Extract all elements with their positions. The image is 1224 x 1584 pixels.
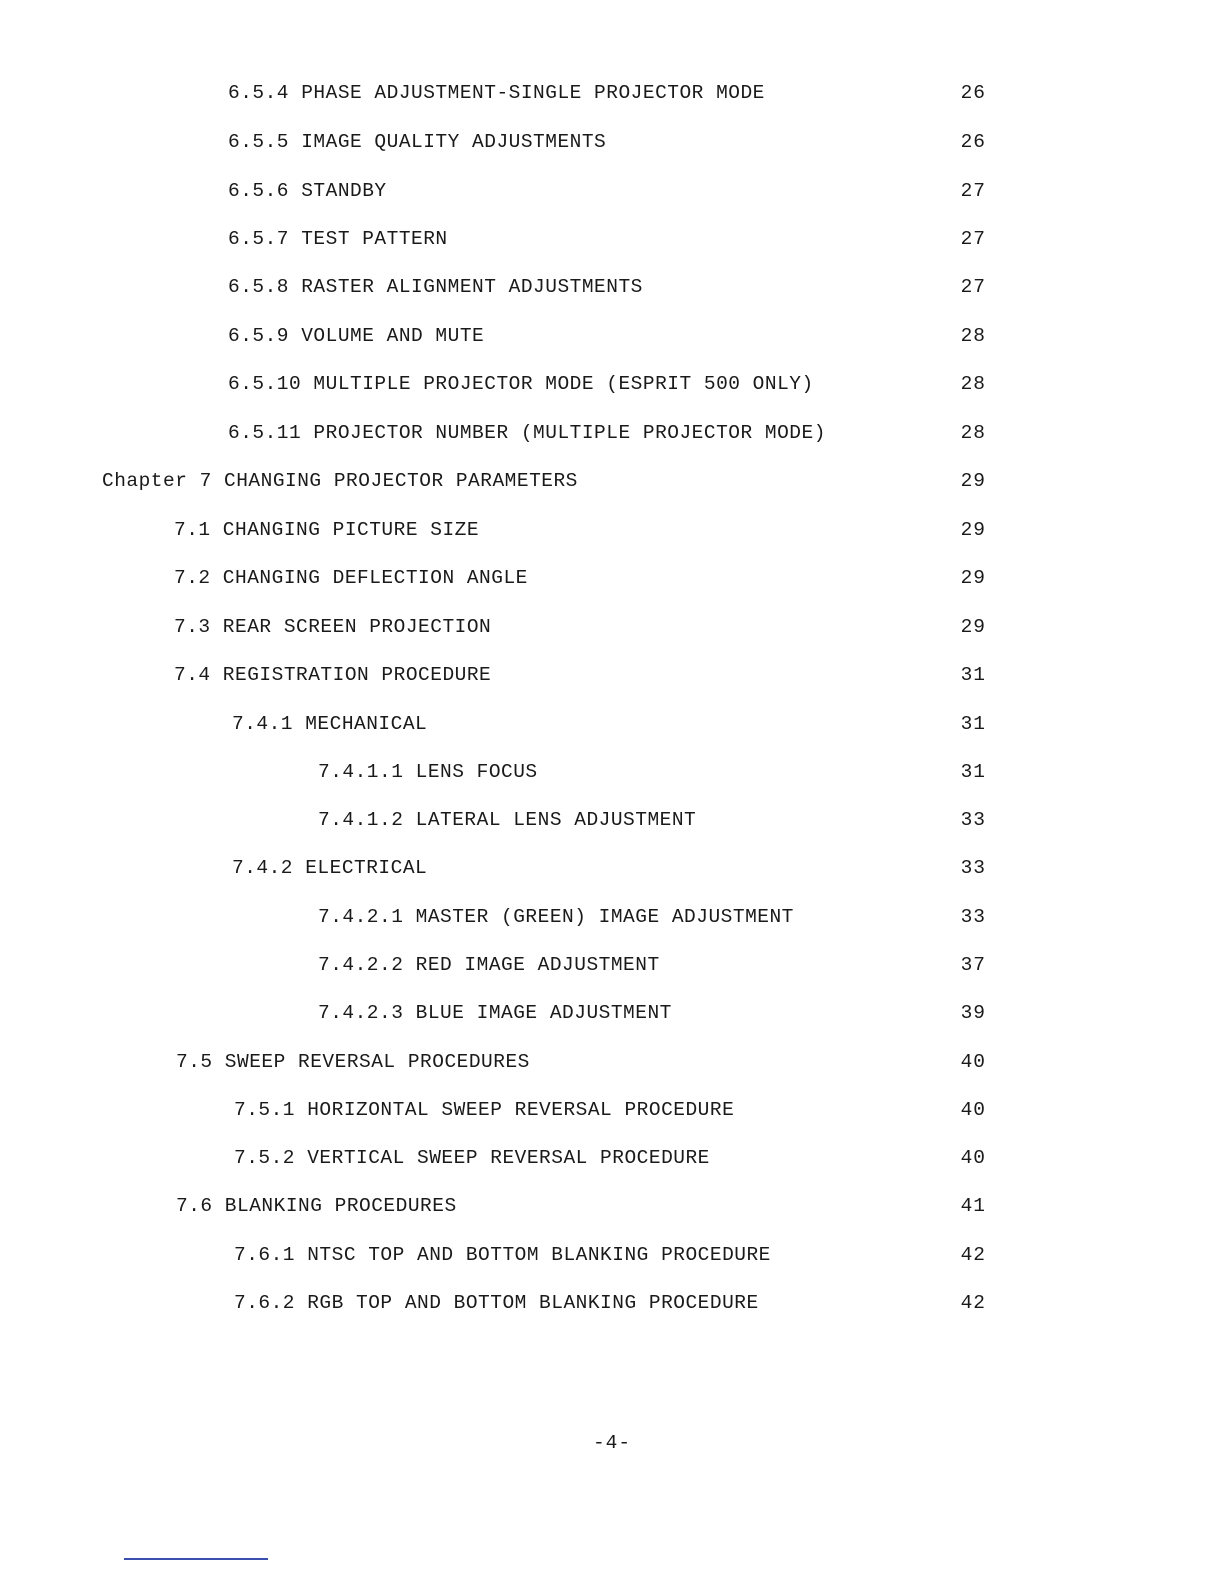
- toc-entry: [0, 660, 1224, 690]
- toc-entry: [0, 1191, 1224, 1221]
- toc-entry-title: 7.4.2.2 RED IMAGE ADJUSTMENT: [318, 954, 660, 976]
- toc-entry-title: 7.2 CHANGING DEFLECTION ANGLE: [174, 567, 528, 589]
- toc-entry: [0, 176, 1224, 206]
- toc-entry-page: 40: [960, 1147, 986, 1169]
- toc-entry-page: 26: [960, 131, 986, 153]
- toc-entry-page: 41: [960, 1195, 986, 1217]
- toc-entry-title: 6.5.6 STANDBY: [228, 180, 387, 202]
- toc-entry-page: 28: [960, 325, 986, 347]
- toc-entry-page: 31: [960, 761, 986, 783]
- toc-entry-page: 28: [960, 422, 986, 444]
- toc-entry-title: 7.4.1 MECHANICAL: [232, 713, 428, 735]
- toc-entry: [0, 1095, 1224, 1125]
- toc-entry: [0, 1240, 1224, 1270]
- toc-entry: [0, 369, 1224, 399]
- toc-entry-title: 7.6.1 NTSC TOP AND BOTTOM BLANKING PROCEDURE: [234, 1244, 771, 1266]
- toc-entry-title: 6.5.4 PHASE ADJUSTMENT-SINGLE PROJECTOR MODE: [228, 82, 765, 104]
- toc-entry-title: 6.5.10 MULTIPLE PROJECTOR MODE (ESPRIT 500 ONLY): [228, 373, 814, 395]
- toc-entry-page: 29: [960, 567, 986, 589]
- toc-entry-title: 7.3 REAR SCREEN PROJECTION: [174, 616, 492, 638]
- toc-entry-title: Chapter 7 CHANGING PROJECTOR PARAMETERS: [102, 470, 578, 492]
- toc-entry: [0, 127, 1224, 157]
- toc-entry-page: 37: [960, 954, 986, 976]
- toc-entry-title: 7.1 CHANGING PICTURE SIZE: [174, 519, 480, 541]
- toc-entry-title: 7.6 BLANKING PROCEDURES: [176, 1195, 457, 1217]
- toc-entry-page: 27: [960, 228, 986, 250]
- toc-entry-page: 26: [960, 82, 986, 104]
- toc-entry: [0, 272, 1224, 302]
- toc-entry-page: 39: [960, 1002, 986, 1024]
- toc-entry-page: 29: [960, 616, 986, 638]
- toc-entry-page: 33: [960, 809, 986, 831]
- toc-entry: [0, 709, 1224, 739]
- toc-entry-title: 6.5.5 IMAGE QUALITY ADJUSTMENTS: [228, 131, 607, 153]
- toc-entry-title: 7.5 SWEEP REVERSAL PROCEDURES: [176, 1051, 530, 1073]
- toc-entry: [0, 1288, 1224, 1318]
- toc-entry-chapter: [0, 466, 1224, 496]
- toc-entry-page: 31: [960, 664, 986, 686]
- toc-entry: [0, 321, 1224, 351]
- toc-entry-page: 28: [960, 373, 986, 395]
- toc-entry: [0, 515, 1224, 545]
- toc-entry-page: 42: [960, 1244, 986, 1266]
- toc-entry-title: 7.4.1.2 LATERAL LENS ADJUSTMENT: [318, 809, 697, 831]
- toc-entry-title: 6.5.8 RASTER ALIGNMENT ADJUSTMENTS: [228, 276, 643, 298]
- toc-entry: [0, 1143, 1224, 1173]
- toc-entry-title: 7.5.1 HORIZONTAL SWEEP REVERSAL PROCEDURE: [234, 1099, 735, 1121]
- toc-entry: [0, 805, 1224, 835]
- toc-entry-page: 27: [960, 276, 986, 298]
- toc-entry-page: 29: [960, 470, 986, 492]
- toc-entry-page: 42: [960, 1292, 986, 1314]
- toc-entry: [0, 612, 1224, 642]
- toc-entry: [0, 418, 1224, 448]
- toc-entry-title: 6.5.7 TEST PATTERN: [228, 228, 448, 250]
- toc-entry-title: 7.4 REGISTRATION PROCEDURE: [174, 664, 492, 686]
- toc-entry: [0, 998, 1224, 1028]
- toc-entry-title: 7.4.1.1 LENS FOCUS: [318, 761, 538, 783]
- page-number: -4-: [592, 1432, 632, 1454]
- toc-entry-title: 7.5.2 VERTICAL SWEEP REVERSAL PROCEDURE: [234, 1147, 710, 1169]
- toc-entry-title: 6.5.9 VOLUME AND MUTE: [228, 325, 485, 347]
- toc-entry: [0, 1047, 1224, 1077]
- toc-entry-title: 7.4.2.3 BLUE IMAGE ADJUSTMENT: [318, 1002, 672, 1024]
- toc-entry-title: 7.6.2 RGB TOP AND BOTTOM BLANKING PROCEDURE: [234, 1292, 759, 1314]
- toc-entry-page: 27: [960, 180, 986, 202]
- toc-entry-title: 7.4.2.1 MASTER (GREEN) IMAGE ADJUSTMENT: [318, 906, 794, 928]
- toc-entry-page: 31: [960, 713, 986, 735]
- toc-entry: [0, 950, 1224, 980]
- toc-entry: [0, 757, 1224, 787]
- toc-entry-page: 29: [960, 519, 986, 541]
- toc-entry-title: 6.5.11 PROJECTOR NUMBER (MULTIPLE PROJECTOR MODE): [228, 422, 826, 444]
- toc-entry: [0, 224, 1224, 254]
- toc-entry: [0, 853, 1224, 883]
- toc-entry-page: 40: [960, 1051, 986, 1073]
- toc-entry: [0, 563, 1224, 593]
- toc-entry-page: 40: [960, 1099, 986, 1121]
- toc-entry: [0, 78, 1224, 108]
- toc-entry-title: 7.4.2 ELECTRICAL: [232, 857, 428, 879]
- toc-entry-page: 33: [960, 906, 986, 928]
- toc-entry: [0, 902, 1224, 932]
- footnote-divider: [124, 1558, 268, 1560]
- toc-entry-page: 33: [960, 857, 986, 879]
